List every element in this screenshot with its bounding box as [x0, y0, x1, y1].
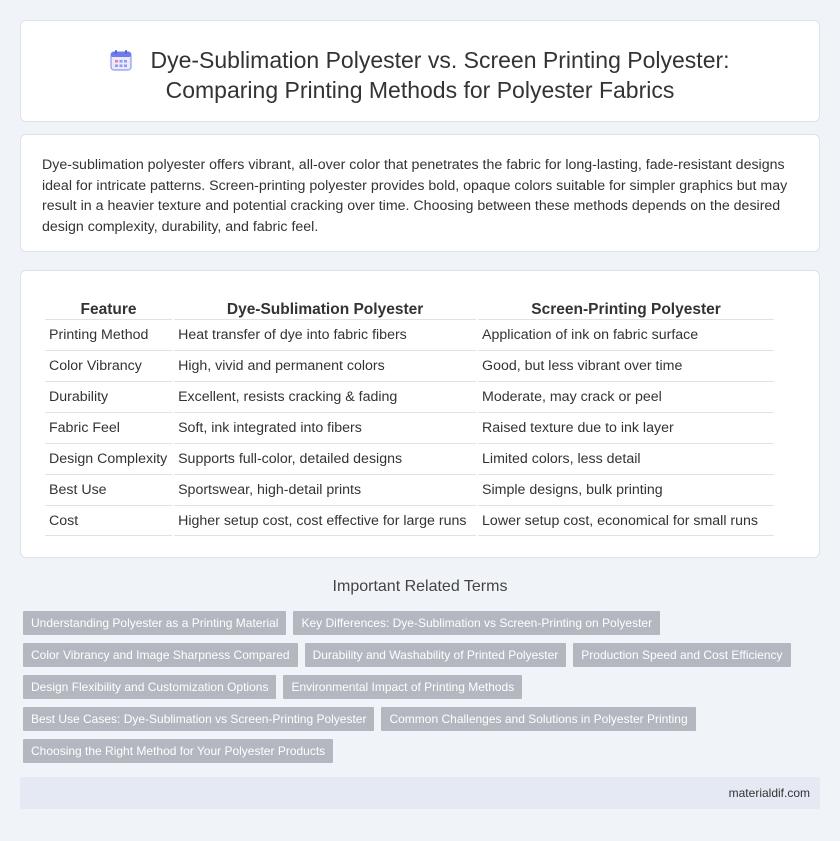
related-term-tag[interactable]: Durability and Washability of Printed Polyester: [305, 643, 567, 667]
table-cell: Simple designs, bulk printing: [478, 474, 774, 505]
related-term-tag[interactable]: Understanding Polyester as a Printing Material: [23, 611, 286, 635]
table-row: [45, 381, 774, 412]
tag-row: [23, 739, 803, 763]
table-cell: Raised texture due to ink layer: [478, 412, 774, 443]
table-cell: Good, but less vibrant over time: [478, 350, 774, 381]
related-terms-list: [23, 611, 803, 771]
summary-card: [20, 134, 820, 252]
related-term-tag[interactable]: Choosing the Right Method for Your Polyester Products: [23, 739, 333, 763]
table-cell: Cost: [45, 505, 172, 536]
table-cell: Design Complexity: [45, 443, 172, 474]
table-cell: Printing Method: [45, 319, 172, 350]
table-row: [45, 319, 774, 350]
page-title: [21, 45, 819, 105]
comparison-card: [20, 270, 820, 558]
table-cell: Soft, ink integrated into fibers: [174, 412, 476, 443]
table-row: [45, 443, 774, 474]
related-term-tag[interactable]: Design Flexibility and Customization Options: [23, 675, 276, 699]
table-cell: Moderate, may crack or peel: [478, 381, 774, 412]
table-row: [45, 474, 774, 505]
title-line-2: Comparing Printing Methods for Polyester Fabrics: [165, 77, 675, 103]
table-cell: Best Use: [45, 474, 172, 505]
tag-row: [23, 643, 803, 667]
related-term-tag[interactable]: Best Use Cases: Dye-Sublimation vs Screen-Printing Polyester: [23, 707, 374, 731]
table-cell: Application of ink on fabric surface: [478, 319, 774, 350]
related-term-tag[interactable]: Color Vibrancy and Image Sharpness Compared: [23, 643, 298, 667]
related-terms-title: Important Related Terms: [332, 578, 508, 595]
column-header: Feature: [80, 301, 137, 318]
table-cell: Durability: [45, 381, 172, 412]
table-header-row: [45, 297, 774, 319]
related-term-tag[interactable]: Common Challenges and Solutions in Polyester Printing: [381, 707, 695, 731]
related-term-tag[interactable]: Production Speed and Cost Efficiency: [573, 643, 790, 667]
table-cell: Limited colors, less detail: [478, 443, 774, 474]
column-header: Dye-Sublimation Polyester: [226, 301, 424, 318]
table-cell: Sportswear, high-detail prints: [174, 474, 476, 505]
title-card: [20, 20, 820, 122]
table-row: [45, 505, 774, 536]
comparison-table: [43, 297, 776, 536]
footer-site[interactable]: materialdif.com: [728, 786, 810, 800]
calendar-icon: [110, 49, 132, 71]
related-term-tag[interactable]: Environmental Impact of Printing Methods: [283, 675, 522, 699]
table-cell: Lower setup cost, economical for small runs: [478, 505, 774, 536]
table-cell: Supports full-color, detailed designs: [174, 443, 476, 474]
footer: [20, 777, 820, 809]
table-cell: Color Vibrancy: [45, 350, 172, 381]
column-header: Screen-Printing Polyester: [531, 301, 721, 318]
tag-row: [23, 611, 803, 635]
tag-row: [23, 675, 803, 699]
title-line-1: Dye-Sublimation Polyester vs. Screen Printing Polyester:: [150, 47, 730, 73]
related-term-tag[interactable]: Key Differences: Dye-Sublimation vs Screen-Printing on Polyester: [293, 611, 660, 635]
table-cell: Excellent, resists cracking & fading: [174, 381, 476, 412]
table-cell: Fabric Feel: [45, 412, 172, 443]
table-row: [45, 412, 774, 443]
table-cell: Heat transfer of dye into fabric fibers: [174, 319, 476, 350]
summary-text: Dye-sublimation polyester offers vibrant, all-over color that penetrates the fabric for long-lasting, fade-resistant designs ideal for intricate patterns. Screen-printing polyester provides bold, opaque colors suitable for simpler graphics but may result in a heavier texture and potential cracking over time. Choosing between these methods depends on the desired design complexity, durability, and fabric feel.: [42, 157, 788, 235]
table-cell: High, vivid and permanent colors: [174, 350, 476, 381]
table-row: [45, 350, 774, 381]
tag-row: [23, 707, 803, 731]
table-cell: Higher setup cost, cost effective for large runs: [174, 505, 476, 536]
